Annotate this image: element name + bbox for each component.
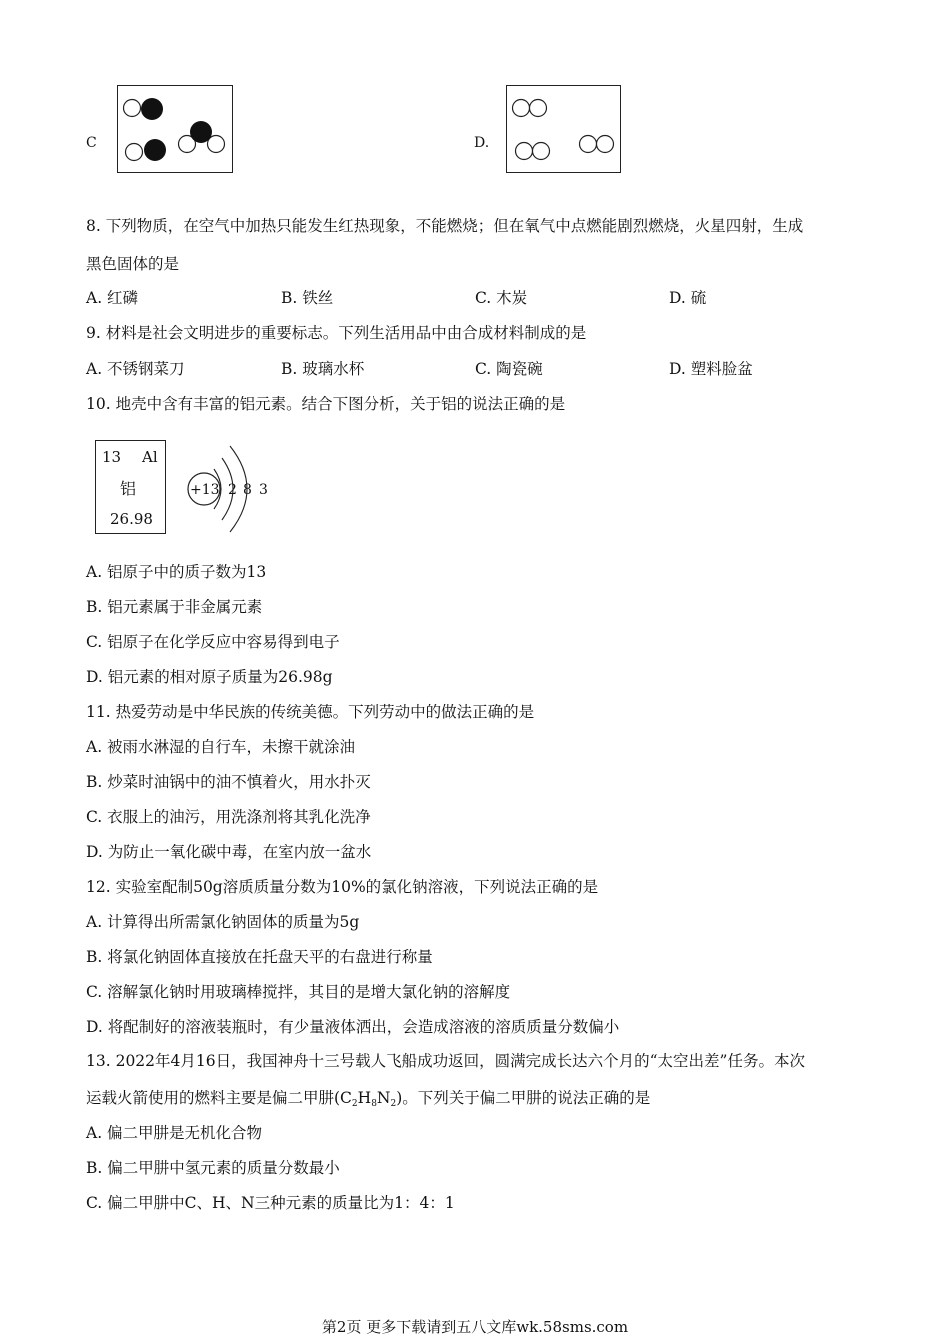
q9-option-b[interactable]: B. 玻璃水杯 — [281, 360, 365, 378]
q12-option-b[interactable]: B. 将氯化钠固体直接放在托盘天平的右盘进行称量 — [86, 948, 433, 966]
q10-option-a[interactable]: A. 铝原子中的质子数为13 — [86, 563, 267, 581]
q13-option-a[interactable]: A. 偏二甲肼是无机化合物 — [86, 1124, 263, 1142]
page-footer: 第2页 更多下载请到五八文库wk.58sms.com — [321, 1318, 629, 1336]
q8-stem-line2: 黑色固体的是 — [86, 255, 180, 273]
q8-option-b[interactable]: B. 铁丝 — [281, 289, 334, 307]
molecule-mixture-d — [507, 86, 622, 174]
element-atomic-number: 13 — [102, 448, 122, 466]
q10-option-b[interactable]: B. 铝元素属于非金属元素 — [86, 598, 263, 616]
element-symbol: Al — [142, 448, 158, 466]
q13-line2-post: )。下列关于偏二甲肼的说法正确的是 — [396, 1089, 651, 1107]
element-card-aluminum — [95, 440, 166, 534]
formula-h: H — [357, 1089, 372, 1107]
q13-stem-line1: 13. 2022年4月16日，我国神舟十三号载人飞船成功返回，圆满完成长达六个月的“太空出差”任务。本次 — [86, 1052, 805, 1070]
element-mass: 26.98 — [110, 510, 153, 528]
option-c-label: C — [86, 135, 97, 151]
shell-electrons-2: 8 — [243, 482, 252, 498]
q10-stem: 10. 地壳中含有丰富的铝元素。结合下图分析，关于铝的说法正确的是 — [86, 395, 566, 413]
q12-stem: 12. 实验室配制50g溶质质量分数为10%的氯化钠溶液，下列说法正确的是 — [86, 878, 599, 896]
q11-option-d[interactable]: D. 为防止一氧化碳中毒，在室内放一盆水 — [86, 843, 372, 861]
q8-option-a[interactable]: A. 红磷 — [86, 289, 139, 307]
q13-option-b[interactable]: B. 偏二甲肼中氢元素的质量分数最小 — [86, 1159, 340, 1177]
nucleus-charge: +13 — [190, 482, 220, 498]
molecule-mixture-c — [118, 86, 234, 174]
q11-option-a[interactable]: A. 被雨水淋湿的自行车，未擦干就涂油 — [86, 738, 356, 756]
q8-stem-line1: 8. 下列物质，在空气中加热只能发生红热现象，不能燃烧；但在氧气中点燃能剧烈燃烧，火星四射，生成 — [86, 217, 804, 235]
q12-option-c[interactable]: C. 溶解氯化钠时用玻璃棒搅拌，其目的是增大氯化钠的溶解度 — [86, 983, 511, 1001]
option-d-diagram — [506, 85, 621, 173]
option-d-label: D. — [474, 135, 490, 151]
q11-stem: 11. 热爱劳动是中华民族的传统美德。下列劳动中的做法正确的是 — [86, 703, 535, 721]
q13-stem-line2 — [86, 1088, 650, 1108]
option-c-diagram — [117, 85, 233, 173]
shell-electrons-1: 2 — [228, 482, 237, 498]
q9-stem: 9. 材料是社会文明进步的重要标志。下列生活用品中由合成材料制成的是 — [86, 324, 587, 342]
q8-option-c[interactable]: C. 木炭 — [475, 289, 528, 307]
q11-option-b[interactable]: B. 炒菜时油锅中的油不慎着火，用水扑灭 — [86, 773, 371, 791]
q8-option-d[interactable]: D. 硫 — [669, 289, 707, 307]
shell-electrons-3: 3 — [259, 482, 268, 498]
element-name: 铝 — [120, 479, 137, 498]
formula-sub-h: 8 — [371, 1099, 377, 1109]
q10-option-c[interactable]: C. 铝原子在化学反应中容易得到电子 — [86, 633, 340, 651]
formula-n: N — [376, 1089, 391, 1107]
q10-option-d[interactable]: D. 铝元素的相对原子质量为26.98g — [86, 668, 333, 686]
q12-option-a[interactable]: A. 计算得出所需氯化钠固体的质量为5g — [86, 913, 360, 931]
q11-option-c[interactable]: C. 衣服上的油污，用洗涤剂将其乳化洗净 — [86, 808, 371, 826]
formula-sub-c: 2 — [351, 1099, 358, 1109]
q13-line2-pre: 运载火箭使用的燃料主要是偏二甲肼(C — [86, 1089, 352, 1107]
q12-option-d[interactable]: D. 将配制好的溶液装瓶时，有少量液体洒出，会造成溶液的溶质质量分数偏小 — [86, 1018, 620, 1036]
q13-option-c[interactable]: C. 偏二甲肼中C、H、N三种元素的质量比为1：4：1 — [86, 1194, 455, 1212]
q9-option-c[interactable]: C. 陶瓷碗 — [475, 360, 543, 378]
q9-option-d[interactable]: D. 塑料脸盆 — [669, 360, 753, 378]
q9-option-a[interactable]: A. 不锈钢菜刀 — [86, 360, 185, 378]
formula-sub-n: 2 — [390, 1099, 397, 1109]
